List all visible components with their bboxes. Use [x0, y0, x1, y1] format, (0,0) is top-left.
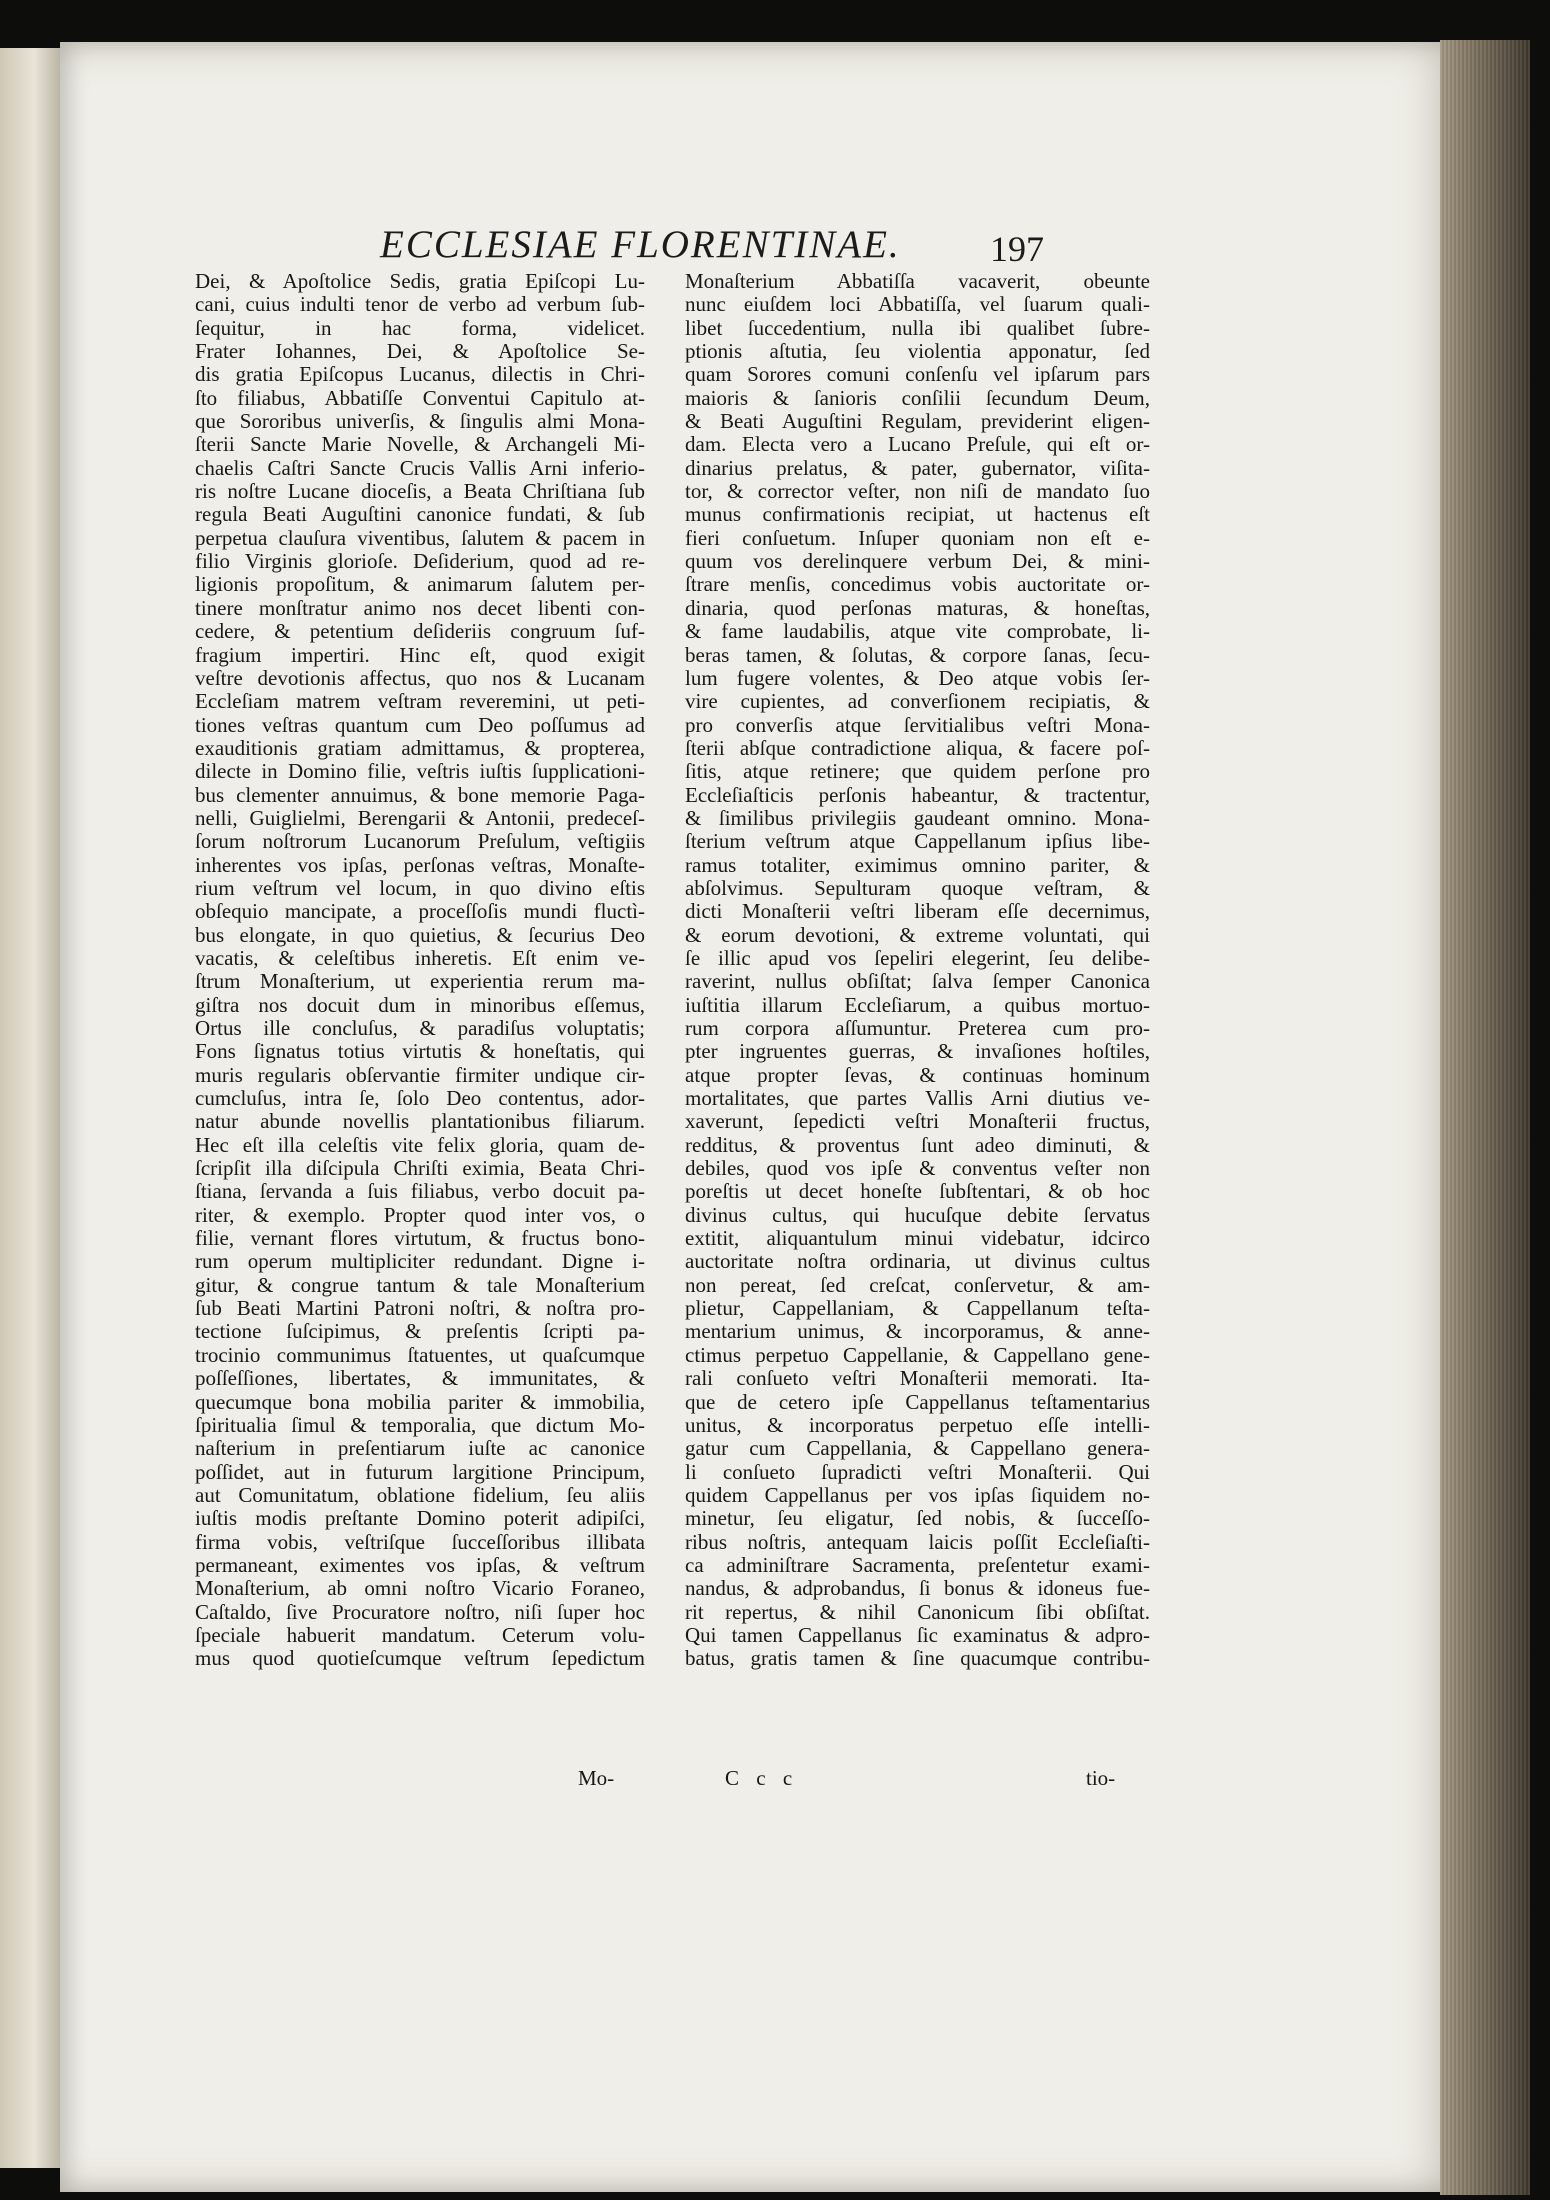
text-line: poſſidet, aut in futurum largitione Principum, [195, 1460, 645, 1484]
text-line: minetur, ſeu eligatur, ſed nobis, & ſucceſſo- [685, 1507, 1150, 1531]
text-line: inherentes vos ipſas, perſonas veſtras, Monaſte- [195, 853, 645, 877]
text-line: poreſtis ut decet honeſte ſubſtentari, & ob hoc [685, 1180, 1150, 1204]
text-line: ctimus perpetuo Cappellanie, & Cappellano gene- [685, 1343, 1150, 1367]
text-line: naſterium in preſentiarum iuſte ac canonice [195, 1437, 645, 1461]
text-line: ſitis, atque retinere; que quidem perſone pro [685, 760, 1150, 784]
text-line: ſterii abſque contradictione aliqua, & facere poſ- [685, 736, 1150, 760]
text-line: batus, gratis tamen & ſine quacumque contribu- [685, 1647, 1150, 1671]
text-line: permaneant, eximentes vos ipſas, & veſtrum [195, 1553, 645, 1577]
text-line: ſterii Sancte Marie Novelle, & Archangeli Mi- [195, 433, 645, 457]
text-line: tectione ſuſcipimus, & preſentis ſcripti pa- [195, 1320, 645, 1344]
text-line: que Sororibus univerſis, & ſingulis almi Mona- [195, 410, 645, 434]
text-line: dis gratia Epiſcopus Lucanus, dilectis in Chri- [195, 363, 645, 387]
text-line: quam Sorores comuni conſenſu vel ipſarum pars [685, 363, 1150, 387]
text-line: rum operum multipliciter redundant. Digne i- [195, 1250, 645, 1274]
text-line: pter ingruentes guerras, & invaſiones hoſtiles, [685, 1040, 1150, 1064]
signature-mark: C c c [725, 1766, 799, 1790]
text-line: Frater Iohannes, Dei, & Apoſtolice Se- [195, 340, 645, 364]
text-line: exauditionis gratiam admittamus, & propterea, [195, 736, 645, 760]
text-line: raverint, nullus obſiſtat; ſalva ſemper Canonica [685, 970, 1150, 994]
text-line: bus clementer annuimus, & bone memorie Paga- [195, 783, 645, 807]
text-line: aut Comunitatum, oblatione fidelium, ſeu aliis [195, 1483, 645, 1507]
text-line: ſcripſit illa diſcipula Chriſti eximia, Beata Chri- [195, 1157, 645, 1181]
text-line: Monaſterium Abbatiſſa vacaverit, obeunte [685, 270, 1150, 293]
text-line: Eccleſiam matrem veſtram reveremini, ut peti- [195, 690, 645, 714]
text-line: ſtrare menſis, concedimus vobis auctoritate or- [685, 573, 1150, 597]
text-line: cumcluſus, intra ſe, ſolo Deo contentus, ador- [195, 1087, 645, 1111]
text-line: munus confirmationis recipiat, ut hactenus eſt [685, 503, 1150, 527]
text-line: debiles, quod vos ipſe & conventus veſter non [685, 1157, 1150, 1181]
text-line: ſequitur, in hac forma, videlicet. [195, 316, 645, 340]
text-line: ſub Beati Martini Patroni noſtri, & noſtra pro- [195, 1297, 645, 1321]
text-line: chaelis Caſtri Sancte Crucis Vallis Arni inferio- [195, 456, 645, 480]
text-line: pro converſis atque ſervitialibus veſtri Mona- [685, 713, 1150, 737]
text-line: ſorum noſtrorum Lucanorum Preſulum, veſtigiis [195, 830, 645, 854]
text-column-right [685, 270, 1150, 1671]
text-line: gatur cum Cappellania, & Cappellano genera- [685, 1437, 1150, 1461]
text-line: mentarium unimus, & incorporamus, & anne- [685, 1320, 1150, 1344]
text-line: obſequio mancipate, a proceſſoſis mundi fluctì- [195, 900, 645, 924]
text-line: libet ſuccedentium, nulla ibi qualibet ſubre- [685, 316, 1150, 340]
text-line: fragium impertiri. Hinc eſt, quod exigit [195, 643, 645, 667]
text-line: nelli, Guiglielmi, Berengarii & Antonii, predeceſ- [195, 806, 645, 830]
text-line: plietur, Cappellaniam, & Cappellanum teſta- [685, 1297, 1150, 1321]
text-line: & ſimilibus privilegiis gaudeant omnino. Mona- [685, 806, 1150, 830]
text-line: ribus noſtris, antequam laicis poſſit Eccleſiaſti- [685, 1530, 1150, 1554]
text-line: veſtre devotionis affectus, quo nos & Lucanam [195, 666, 645, 690]
text-line: Ortus ille concluſus, & paradiſus voluptatis; [195, 1017, 645, 1040]
text-line: quecumque bona mobilia pariter & immobilia, [195, 1390, 645, 1414]
text-line: gitur, & congrue tantum & tale Monaſterium [195, 1273, 645, 1297]
text-line: dinarius prelatus, & pater, gubernator, viſita- [685, 456, 1150, 480]
text-line: atque propter ſevas, & continuas hominum [685, 1063, 1150, 1087]
text-line: iuſtis modis preſtante Domino poterit adipiſci, [195, 1507, 645, 1531]
text-line: beras tamen, & ſolutas, & corpore ſanas, ſecu- [685, 643, 1150, 667]
text-line: regula Beati Auguſtini canonice fundati, & ſub [195, 503, 645, 527]
text-line: Qui tamen Cappellanus ſic examinatus & adpro- [685, 1623, 1150, 1647]
text-line: filio Virginis glorioſe. Deſiderium, quod ad re- [195, 550, 645, 574]
page-number: 197 [990, 229, 1044, 269]
text-line: abſolvimus. Sepulturam quoque veſtram, & [685, 876, 1150, 900]
text-line: iuſtitia illarum Eccleſiarum, a quibus mortuo- [685, 993, 1150, 1017]
text-line: extitit, aliquantulum minui videbatur, idcirco [685, 1227, 1150, 1251]
text-line: ptionis aſtutia, ſeu violentia apponatur, ſed [685, 340, 1150, 364]
text-line: tor, & corrector veſter, non niſi de mandato ſuo [685, 480, 1150, 504]
text-line: trocinio communimus ſtatuentes, ut quaſcumque [195, 1343, 645, 1367]
text-line: bus elongate, in quo quietius, & ſecurius Deo [195, 923, 645, 947]
catchword-right: tio- [1086, 1766, 1116, 1790]
text-line: dicti Monaſterii veſtri liberam eſſe decernimus, [685, 900, 1150, 924]
text-line: poſſeſſiones, libertates, & immunitates, & [195, 1367, 645, 1391]
text-line: Caſtaldo, ſive Procuratore noſtro, niſi ſuper hoc [195, 1600, 645, 1624]
text-line: fieri conſuetum. Inſuper quoniam non eſt e- [685, 526, 1150, 550]
text-line: perpetua clauſura viventibus, ſalutem & pacem in [195, 526, 645, 550]
text-line: ſpiritualia ſimul & temporalia, que dictum Mo- [195, 1413, 645, 1437]
text-line: vacatis, & celeſtibus inheretis. Eſt enim ve- [195, 946, 645, 970]
text-line: ca adminiſtrare Sacramenta, preſentetur exami- [685, 1553, 1150, 1577]
text-line: tiones veſtras quantum cum Deo poſſumus ad [195, 713, 645, 737]
text-line: Hec eſt illa celeſtis vite felix gloria, quam de- [195, 1133, 645, 1157]
text-line: filie, vernant flores virtutum, & fructus bono- [195, 1227, 645, 1251]
text-line: Eccleſiaſticis perſonis habeantur, & tractentur, [685, 783, 1150, 807]
text-line: dam. Electa vero a Lucano Preſule, qui eſt or- [685, 433, 1150, 457]
text-line: ſe illic apud vos ſepeliri elegerint, ſeu delibe- [685, 946, 1150, 970]
text-line: & Beati Auguſtini Regulam, previderint eligen- [685, 410, 1150, 434]
text-line: que de cetero ipſe Cappellanus teſtamentarius [685, 1390, 1150, 1414]
text-line: muris regularis obſervantie firmiter undique cir- [195, 1063, 645, 1087]
text-line: cani, cuius indulti tenor de verbo ad verbum ſub- [195, 293, 645, 317]
catchword-left: Mo- [578, 1766, 615, 1790]
text-line: quum vos derelinquere verbum Dei, & mini- [685, 550, 1150, 574]
text-line: natur abunde novellis plantationibus filiarum. [195, 1110, 645, 1134]
running-title: ECCLESIAE FLORENTINAE. [380, 223, 901, 266]
text-line: xaverunt, ſepedicti veſtri Monaſterii fructus, [685, 1110, 1150, 1134]
text-line: & fame laudabilis, atque vite comprobate, li- [685, 620, 1150, 644]
text-line: & eorum devotioni, & extreme voluntati, qui [685, 923, 1150, 947]
text-line: firma vobis, veſtriſque ſucceſſoribus illibata [195, 1530, 645, 1554]
text-line: mus quod quotieſcumque veſtrum ſepedictum [195, 1647, 645, 1671]
text-line: divinus cultus, qui hucuſque debite ſervatus [685, 1203, 1150, 1227]
text-line: ſterium veſtrum atque Cappellanum ipſius libe- [685, 830, 1150, 854]
text-line: vire cupientes, ad converſionem recipiatis, & [685, 690, 1150, 714]
text-line: Dei, & Apoſtolice Sedis, gratia Epiſcopi Lu- [195, 270, 645, 293]
text-line: mortalitates, que partes Vallis Arni diutius ve- [685, 1087, 1150, 1111]
text-line: rum corpora aſſumuntur. Preterea cum pro- [685, 1017, 1150, 1040]
text-line: ſtiana, ſervanda a ſuis filiabus, verbo docuit pa- [195, 1180, 645, 1204]
text-line: rium veſtrum vel locum, in quo divino eſtis [195, 876, 645, 900]
text-line: rali conſueto veſtri Monaſterii memorati. Ita- [685, 1367, 1150, 1391]
text-line: auctoritate noſtra ordinaria, ut divinus cultus [685, 1250, 1150, 1274]
text-line: giſtra nos docuit dum in minoribus eſſemus, [195, 993, 645, 1017]
text-line: dinaria, quod perſonas maturas, & honeſtas, [685, 596, 1150, 620]
text-line: quidem Cappellanus per vos ipſas ſiquidem no- [685, 1483, 1150, 1507]
text-line: ſto filiabus, Abbatiſſe Conventui Capitulo at- [195, 386, 645, 410]
text-line: ſtrum Monaſterium, ut experientia rerum ma- [195, 970, 645, 994]
text-line: cedere, & petentium deſideriis congruum ſuf- [195, 620, 645, 644]
text-line: unitus, & incorporatus perpetuo eſſe intelli- [685, 1413, 1150, 1437]
text-line: redditus, & proventus ſunt adeo diminuti, & [685, 1133, 1150, 1157]
text-line: maioris & ſanioris conſilii ſecundum Deum, [685, 386, 1150, 410]
text-line: Monaſterium, ab omni noſtro Vicario Foraneo, [195, 1577, 645, 1601]
text-line: rit repertus, & nihil Canonicum ſibi obſiſtat. [685, 1600, 1150, 1624]
text-line: lum fugere volentes, & Deo atque vobis ſer- [685, 666, 1150, 690]
text-column-left [195, 270, 645, 1671]
text-line: riter, & exemplo. Propter quod inter vos, o [195, 1203, 645, 1227]
text-line: Fons ſignatus totius virtutis & honeſtatis, qui [195, 1040, 645, 1064]
text-line: ramus totaliter, eximimus omnino pariter, & [685, 853, 1150, 877]
text-line: nandus, & adprobandus, ſi bonus & idoneus fue- [685, 1577, 1150, 1601]
text-line: tinere monſtratur animo nos decet libenti con- [195, 596, 645, 620]
text-line: dilecte in Domino filie, veſtris iuſtis ſupplicationi- [195, 760, 645, 784]
text-line: non pereat, ſed creſcat, conſervetur, & am- [685, 1273, 1150, 1297]
page-fore-edge [1440, 40, 1530, 2195]
text-line: li conſueto ſupradicti veſtri Monaſterii. Qui [685, 1460, 1150, 1484]
text-line: ligionis propoſitum, & animarum ſalutem per- [195, 573, 645, 597]
facing-page-edge [0, 48, 62, 2168]
text-line: nunc eiuſdem loci Abbatiſſa, vel ſuarum quali- [685, 293, 1150, 317]
text-line: ris noſtre Lucane dioceſis, a Beata Chriſtiana ſub [195, 480, 645, 504]
text-line: ſpeciale habuerit mandatum. Ceterum volu- [195, 1623, 645, 1647]
